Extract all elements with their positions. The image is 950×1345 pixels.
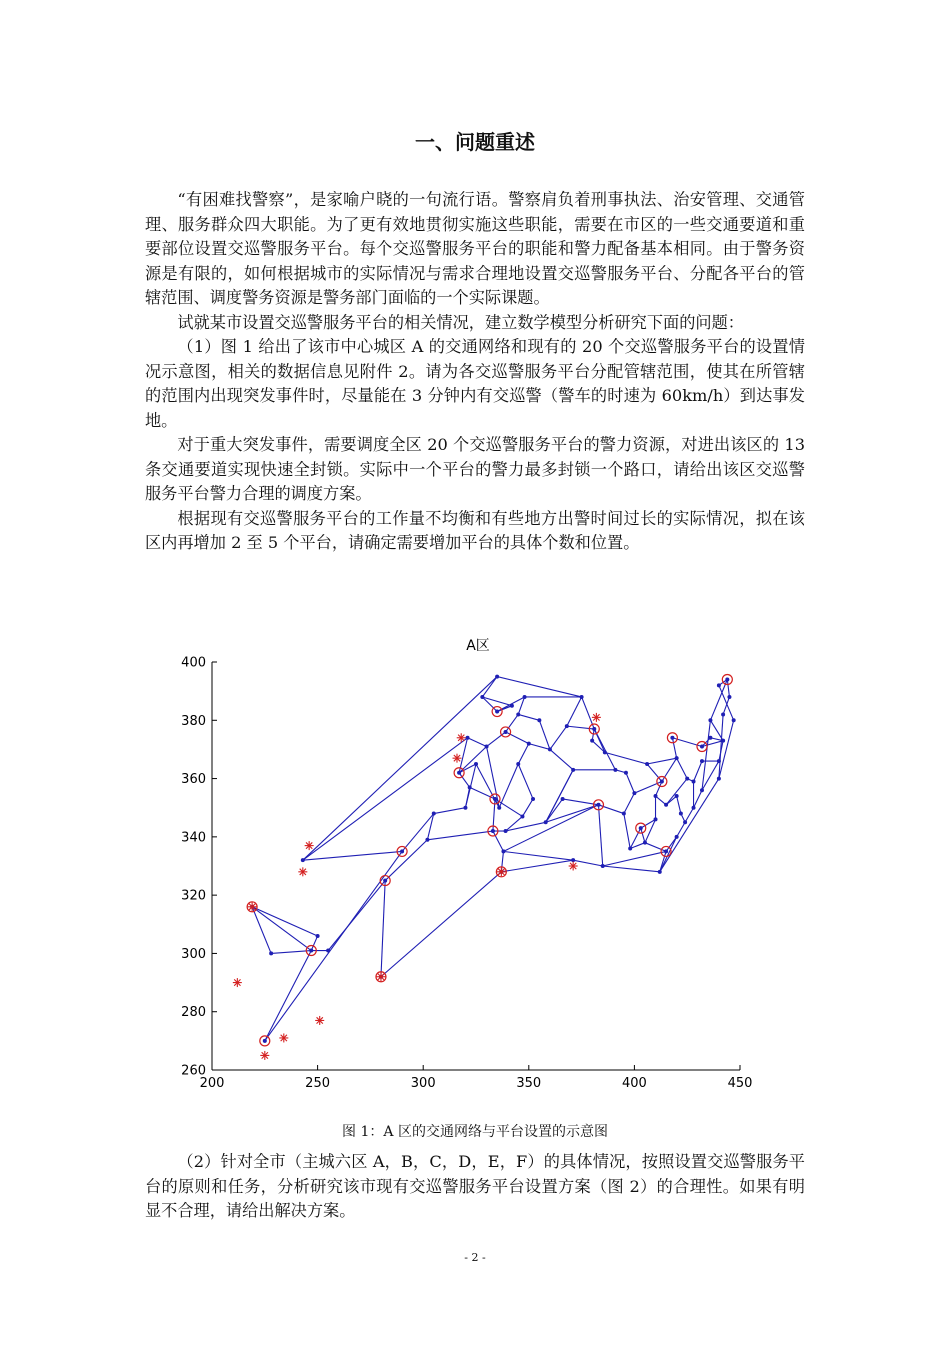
road-edge <box>662 758 677 781</box>
road-node <box>497 806 501 810</box>
road-node <box>700 788 704 792</box>
road-node <box>679 812 683 816</box>
road-edge <box>550 749 573 769</box>
road-node <box>510 704 514 708</box>
road-edge <box>487 732 506 747</box>
exit-marker <box>260 1051 269 1060</box>
road-node <box>664 803 668 807</box>
road-node <box>613 768 617 772</box>
platform-marker <box>454 768 464 778</box>
paragraph-intro: “有困难找警察”，是家喻户晓的一句流行语。警察肩负着刑事执法、治安管理、交通管理、服务群众四大职能。为了更有效地贯彻实施这些职能，需要在市区的一些交通要道和重要部位设置交巡警服务平台。每个交巡警服务平台的职能和警力配备基本相同。由于警务资源是有限的，如何根据城市的实际情况与需求合理地设置交巡警服务平台、分配各平台的管辖范围、调度警务资源是警务部门面临的一个实际课题。 <box>145 190 805 307</box>
road-node <box>523 695 527 699</box>
y-tick-label: 400 <box>181 655 206 671</box>
road-edge <box>518 764 533 799</box>
road-edge <box>624 814 630 849</box>
road-node <box>316 934 320 938</box>
road-node <box>685 777 689 781</box>
road-edge <box>427 831 492 840</box>
road-edge <box>468 738 487 747</box>
exit-marker <box>298 867 307 876</box>
road-edge <box>499 764 518 808</box>
road-edge <box>529 744 550 750</box>
road-node <box>717 777 721 781</box>
road-node <box>590 739 594 743</box>
exit-marker <box>457 733 466 742</box>
exit-marker <box>233 978 242 987</box>
road-node <box>544 820 548 824</box>
road-edge <box>465 787 469 807</box>
road-node <box>683 820 687 824</box>
road-node <box>708 718 712 722</box>
road-edge <box>501 860 573 872</box>
y-tick-label: 360 <box>181 772 206 788</box>
road-node <box>603 750 607 754</box>
x-tick-label: 450 <box>727 1076 753 1091</box>
road-edge <box>506 732 529 744</box>
road-node <box>717 759 721 763</box>
platform-marker <box>657 776 667 786</box>
road-edge <box>271 951 311 954</box>
road-node <box>531 797 535 801</box>
road-node <box>717 683 721 687</box>
exit-marker <box>279 1033 288 1042</box>
road-edge <box>506 822 546 831</box>
road-edges <box>252 677 734 1041</box>
road-edge <box>666 779 687 805</box>
x-tick-label: 350 <box>516 1076 542 1091</box>
road-node <box>468 785 472 789</box>
y-tick-label: 280 <box>181 1005 206 1021</box>
platform-marker <box>667 733 677 743</box>
road-edge <box>550 726 567 749</box>
road-edge <box>503 851 573 860</box>
x-tick-label: 250 <box>305 1076 331 1091</box>
road-node <box>504 829 508 833</box>
road-node <box>561 797 565 801</box>
exit-marker <box>592 713 601 722</box>
road-edge <box>381 872 501 977</box>
road-edge <box>677 758 688 778</box>
road-edge <box>303 851 402 860</box>
road-edge <box>303 738 468 860</box>
road-node <box>480 695 484 699</box>
road-node <box>485 745 489 749</box>
road-node <box>675 756 679 760</box>
exit-marker <box>315 1016 324 1025</box>
road-edge <box>497 677 581 697</box>
x-tick-label: 300 <box>410 1076 436 1091</box>
road-edge <box>677 796 681 813</box>
road-edge <box>727 679 729 696</box>
y-tick-label: 260 <box>181 1063 206 1079</box>
road-edge <box>694 790 702 807</box>
exit-marker <box>569 862 578 871</box>
road-node <box>727 695 731 699</box>
paragraph-q1: （1）图 1 给出了该市中心城区 A 的交通网络和现有的 20 个交巡警服务平台的设置情况示意图，相关的数据信息见附件 2。请为各交巡警服务平台分配管辖范围，使其在所管辖的范围内出现突发事件时，尽量能在 3 分钟内有交巡警（警车的时速为 60km/h）到达事发地。 <box>145 337 805 430</box>
x-tick-label: 400 <box>621 1076 647 1091</box>
road-node <box>463 806 467 810</box>
road-node <box>520 814 524 818</box>
road-node <box>527 742 531 746</box>
road-node <box>571 768 575 772</box>
road-node <box>516 762 520 766</box>
road-node <box>632 791 636 795</box>
platform-marker <box>636 823 646 833</box>
road-edge <box>546 799 563 822</box>
platform-marker <box>697 742 707 752</box>
road-edge <box>476 764 499 808</box>
page-number: - 2 - <box>464 1251 486 1264</box>
road-node <box>645 762 649 766</box>
road-edge <box>493 831 504 851</box>
road-edge <box>381 881 385 977</box>
y-tick-label: 340 <box>181 830 206 846</box>
road-node <box>692 779 696 783</box>
road-node <box>654 817 658 821</box>
road-node <box>622 812 626 816</box>
road-edge <box>598 805 602 866</box>
road-edge <box>482 677 497 697</box>
road-edge <box>518 714 539 720</box>
platform-marker <box>492 707 502 717</box>
road-node <box>732 718 736 722</box>
road-edge <box>594 729 605 752</box>
section-heading: 一、问题重述 <box>415 130 535 154</box>
road-edge <box>567 697 582 726</box>
road-node <box>516 712 520 716</box>
road-node <box>692 806 696 810</box>
road-edge <box>641 828 645 843</box>
road-edge <box>522 799 533 816</box>
road-edge <box>626 773 634 793</box>
road-node <box>495 675 499 679</box>
exit-marker <box>305 841 314 850</box>
road-node <box>675 835 679 839</box>
road-edge <box>647 758 677 764</box>
road-node <box>643 841 647 845</box>
road-node <box>675 794 679 798</box>
x-tick-label: 200 <box>199 1076 225 1091</box>
road-edge <box>506 714 519 731</box>
road-node <box>700 759 704 763</box>
road-node <box>721 739 725 743</box>
exit-marker <box>452 754 461 763</box>
road-node <box>466 736 470 740</box>
road-node <box>580 695 584 699</box>
road-edge <box>459 773 470 788</box>
road-edge <box>702 720 710 790</box>
road-edge <box>434 808 466 814</box>
chart-title: A区 <box>466 638 490 654</box>
road-edge <box>328 881 385 951</box>
platform-marker <box>260 1036 270 1046</box>
paragraph-task: 试就某市设置交巡警服务平台的相关情况，建立数学模型分析研究下面的问题： <box>177 312 744 332</box>
road-node <box>432 812 436 816</box>
road-node <box>708 736 712 740</box>
paragraph-q1-expansion: 根据现有交巡警服务平台的工作量不均衡和有些地方出警时间过长的实际情况，拟在该区内再增加 2 至 5 个平台，请确定需要增加平台的具体个数和位置。 <box>145 508 805 552</box>
figure-caption: 图 1：A 区的交通网络与平台设置的示意图 <box>342 1124 608 1140</box>
road-node <box>425 838 429 842</box>
road-edge <box>603 851 666 866</box>
y-tick-label: 300 <box>181 946 206 962</box>
road-node <box>269 951 273 955</box>
road-edge <box>459 747 486 773</box>
chart-axes <box>181 656 752 1092</box>
road-edge <box>598 805 623 814</box>
road-edge <box>265 851 402 1040</box>
road-edge <box>518 744 529 764</box>
road-node <box>548 747 552 751</box>
paragraph-q2: （2）针对全市（主城六区 A，B，C，D，E，F）的具体情况，按照设置交巡警服务平台的原则和任务，分析研究该市现有交巡警服务平台设置方案（图 2）的合理性。如果有明显不合理，请给出解决方案。 <box>145 1152 805 1220</box>
road-node <box>628 847 632 851</box>
road-node <box>501 849 505 853</box>
paragraph-q1-blockade: 对于重大突发事件，需要调度全区 20 个交巡警服务平台的警力资源，对进出该区的 13 条交通要道实现快速全封锁。实际中一个平台的警力最多封锁一个路口，请给出该区交巡警服务平台警力合理的调度方案。 <box>145 435 805 503</box>
y-tick-label: 380 <box>181 713 206 729</box>
road-node <box>658 870 662 874</box>
road-edge <box>719 685 734 720</box>
problem-statement <box>145 188 805 556</box>
question-2 <box>145 1150 805 1224</box>
road-edge <box>694 761 702 781</box>
road-node <box>601 864 605 868</box>
road-node <box>654 794 658 798</box>
road-edge <box>624 793 635 813</box>
road-node <box>565 724 569 728</box>
road-node <box>537 718 541 722</box>
road-node <box>721 712 725 716</box>
road-edge <box>656 796 667 805</box>
y-tick-label: 320 <box>181 888 206 904</box>
road-node <box>326 949 330 953</box>
road-edge <box>603 866 660 872</box>
road-node <box>474 762 478 766</box>
road-node <box>301 858 305 862</box>
road-edge <box>265 951 311 1041</box>
road-edge <box>647 764 662 781</box>
road-edge <box>311 936 317 951</box>
platform-marker <box>501 727 511 737</box>
road-edge <box>660 779 719 872</box>
road-edge <box>573 860 603 866</box>
road-edge <box>723 697 729 714</box>
road-node <box>624 771 628 775</box>
road-edge <box>539 720 550 749</box>
platform-markers <box>247 674 732 1045</box>
network-figure <box>150 630 790 1110</box>
